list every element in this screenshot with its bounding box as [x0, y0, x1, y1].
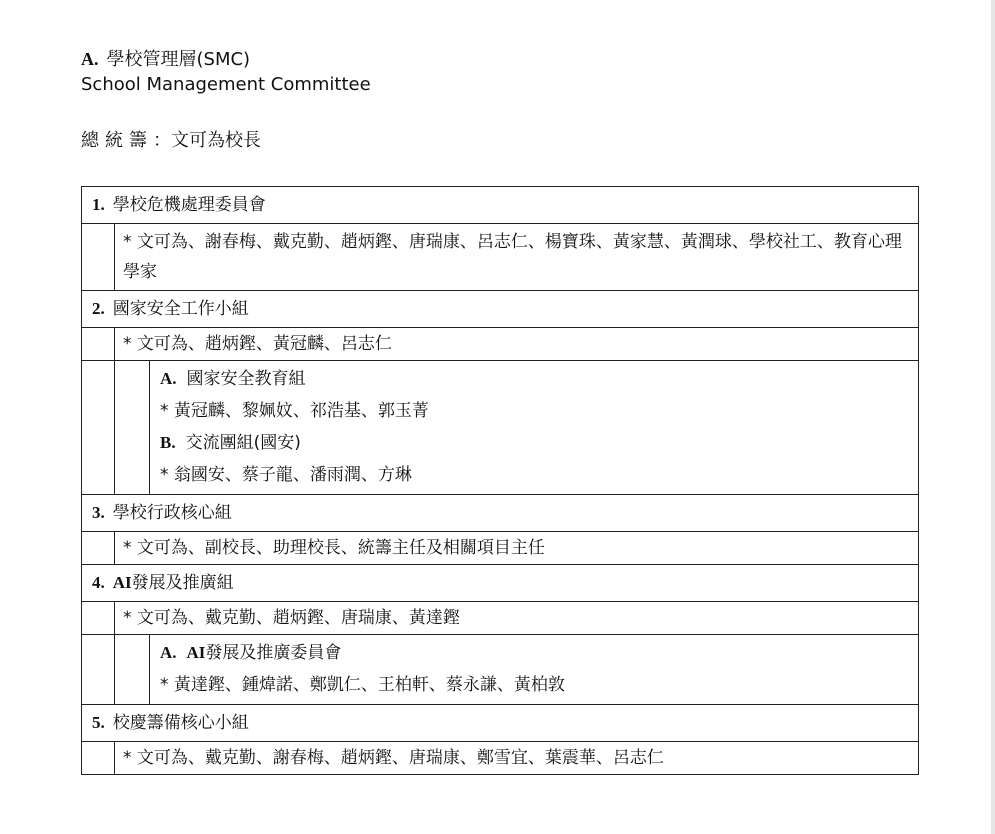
subgroup-table: [115, 361, 918, 494]
subgroup-members: * 黃達鏗、鍾煒諾、鄭凱仁、王柏軒、蔡永謙、黃柏敦: [160, 675, 565, 695]
committee-table: [81, 186, 919, 775]
table-row: [82, 328, 919, 361]
table-row: [82, 291, 919, 328]
subgroup-title-prefix: AI: [186, 643, 206, 662]
group-title-cell: [82, 291, 919, 328]
subgroup-title-text: 國家安全教育組: [186, 369, 306, 389]
group-number: 1.: [92, 195, 105, 214]
group-title: 校慶籌備核心小組: [112, 713, 249, 733]
group-members: * 文可為、謝春梅、戴克勤、趙炳鏗、唐瑞康、呂志仁、楊寶珠、黃家慧、黃潤球、學校社工、教育心理學家: [123, 232, 902, 282]
group-title: 發展及推廣組: [131, 573, 234, 593]
table-row: [82, 635, 919, 705]
subgroup-title: [160, 363, 908, 395]
group-title-prefix: AI: [112, 573, 132, 592]
group-number: 5.: [92, 713, 105, 732]
section-title-zh: 學校管理層(SMC): [106, 49, 251, 70]
subgroup-members: * 黃冠麟、黎姵妏、祁浩基、郭玉菁: [160, 401, 429, 421]
overall-coordinator-value: 文可為校長: [171, 130, 261, 151]
subgroup-letter: A.: [160, 369, 177, 388]
scrollbar-edge: [991, 0, 995, 834]
table-row: [82, 565, 919, 602]
overall-coordinator: [81, 128, 919, 154]
table-row: [82, 361, 919, 495]
table-row: [82, 742, 919, 775]
group-title-cell: [82, 705, 919, 742]
table-row: [82, 495, 919, 532]
document-page: [81, 46, 919, 768]
subgroup-title-text: 發展及推廣委員會: [205, 643, 342, 663]
group-number: 2.: [92, 299, 105, 318]
table-row: [82, 224, 919, 291]
group-members: * 文可為、趙炳鏗、黃冠麟、呂志仁: [123, 334, 392, 354]
subgroup-title: [160, 637, 908, 669]
section-title-en: School Management Committee: [81, 74, 371, 95]
group-members: * 文可為、副校長、助理校長、統籌主任及相關項目主任: [123, 538, 545, 558]
group-title: 國家安全工作小組: [112, 299, 249, 319]
table-row: [82, 187, 919, 224]
subgroup-letter: B.: [160, 433, 176, 452]
subgroup-table: [115, 635, 918, 704]
group-title-cell: [82, 495, 919, 532]
overall-coordinator-separator: ：: [153, 130, 171, 151]
subgroup-members: * 翁國安、蔡子龍、潘雨潤、方琳: [160, 465, 412, 485]
group-number: 3.: [92, 503, 105, 522]
group-members: * 文可為、戴克勤、趙炳鏗、唐瑞康、黃達鏗: [123, 608, 460, 628]
section-heading: [81, 46, 919, 72]
table-row: [82, 602, 919, 635]
overall-coordinator-label: 總統籌: [81, 130, 153, 151]
subgroup-list: [150, 361, 918, 494]
subgroup-title-text: 交流團組(國安): [185, 433, 301, 453]
group-title: 學校危機處理委員會: [112, 195, 266, 215]
group-title-cell: [82, 565, 919, 602]
group-title-cell: [82, 187, 919, 224]
group-number: 4.: [92, 573, 105, 592]
table-row: [82, 532, 919, 565]
section-letter: A.: [81, 49, 99, 69]
subgroup-letter: A.: [160, 643, 177, 662]
subgroup-list: [150, 635, 918, 704]
subgroup-title: [160, 427, 908, 459]
group-title: 學校行政核心組: [112, 503, 232, 523]
group-members: * 文可為、戴克勤、謝春梅、趙炳鏗、唐瑞康、鄭雪宜、葉震華、呂志仁: [123, 748, 664, 768]
table-row: [82, 705, 919, 742]
